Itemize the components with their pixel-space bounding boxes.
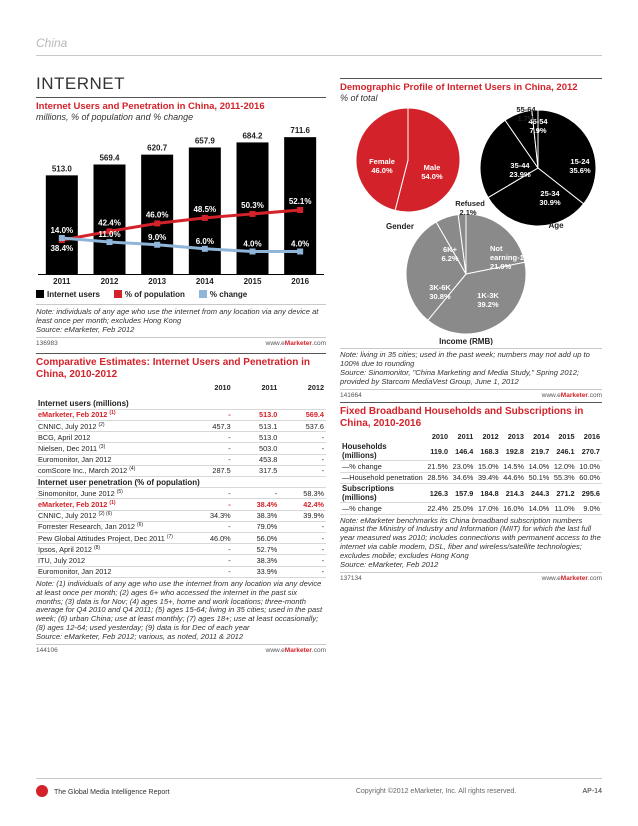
demographic-pies xyxy=(340,100,602,345)
pie-label: 45-54 xyxy=(528,117,548,126)
legend-change: % change xyxy=(199,290,247,299)
pop-label: 38.4% xyxy=(50,244,74,254)
cell: 14.0% xyxy=(526,503,551,514)
cell: 34.3% xyxy=(186,510,233,521)
row-label: —Household penetration xyxy=(342,473,423,483)
group-header-users: Internet users (millions) xyxy=(36,398,326,409)
cell: 15.0% xyxy=(475,461,500,472)
cell: 270.7 xyxy=(577,442,602,461)
cell: 214.3 xyxy=(501,484,526,503)
table-title: Comparative Estimates: Internet Users and Penetration in China, 2010-2012 xyxy=(36,357,310,380)
emarketer-logo-icon xyxy=(36,785,48,797)
table-row xyxy=(340,442,602,461)
demo-id-row xyxy=(340,392,602,399)
row-label: eMarketer, Feb 2012 $^{(1)}$ xyxy=(36,499,186,510)
pie-label: Refused xyxy=(455,199,485,208)
cell: 192.8 xyxy=(501,442,526,461)
cell: - xyxy=(279,566,326,577)
table-row xyxy=(36,443,326,454)
table-row xyxy=(36,421,326,432)
chart-id: 136983 xyxy=(36,339,58,347)
demo-note: Note: living in 35 cities; used in the past week; numbers may not add up to 100% due to rounding xyxy=(340,350,590,368)
cell: 12.0% xyxy=(551,461,576,472)
pie-label: 35.6% xyxy=(569,166,591,175)
table-row xyxy=(36,454,326,465)
cell: - xyxy=(279,532,326,543)
cell: 39.4% xyxy=(475,472,500,483)
pie-label: 23.9% xyxy=(509,170,531,179)
change-point xyxy=(154,242,160,248)
legend-swatch-change xyxy=(199,290,207,298)
broadband-table xyxy=(340,431,602,515)
row-label: Sinomonitor, June 2012 $^{(5)}$ xyxy=(36,488,186,499)
chart-title: Internet Users and Penetration in China, 2011-2016 xyxy=(36,101,265,112)
pie-label: 39.2% xyxy=(477,300,499,309)
cell: 79.0% xyxy=(233,521,280,532)
cell: 42.4% xyxy=(279,499,326,510)
col-header: 2011 xyxy=(261,383,278,393)
bar-value-label: 620.7 xyxy=(147,143,168,153)
divider xyxy=(36,353,326,354)
cell: 58.3% xyxy=(279,488,326,499)
cell: 126.3 xyxy=(425,484,450,503)
cell: 38.3% xyxy=(233,555,280,566)
legend-users: Internet users xyxy=(36,290,100,299)
broadband-note: Note: eMarketer benchmarks its China broadband subscription numbers against the Ministry of Industry and Information (MIIT) for which the last full year measured was 2010; includes connections with permanent access to the internet via cable modem, DSL, fiber and wireless/satellite technologies; excludes mobile; excludes Hong Kong xyxy=(340,515,601,561)
cell: 21.5% xyxy=(425,461,450,472)
cell: 23.0% xyxy=(450,461,475,472)
region-label: China xyxy=(36,36,68,50)
row-label: CNNIC, July 2012 $^{(2)}$ xyxy=(36,421,186,432)
cell: 56.0% xyxy=(233,532,280,543)
broadband-source: Source: eMarketer, Feb 2012 xyxy=(340,560,439,570)
cell: 9.0% xyxy=(577,503,602,514)
pie-label: 21.9% xyxy=(490,262,512,271)
demo-title: Demographic Profile of Internet Users in China, 2012 xyxy=(340,82,578,93)
legend-swatch-pop xyxy=(114,290,122,298)
pie-label: 3K-6K xyxy=(429,283,451,292)
change-point xyxy=(250,249,256,255)
x-tick-label: 2015 xyxy=(243,277,262,284)
cell: 295.6 xyxy=(577,484,602,503)
divider xyxy=(340,78,602,79)
cell: 157.9 xyxy=(450,484,475,503)
demo-notes xyxy=(340,348,602,399)
cell: 14.5% xyxy=(501,461,526,472)
chart1-source: Source: eMarketer, Feb 2012 xyxy=(36,324,135,334)
site-link[interactable]: www.eMarketer.com xyxy=(541,575,602,582)
row-label: BCG, April 2012 xyxy=(36,432,186,443)
footer-copyright: Copyright ©2012 eMarketer, Inc. All rights reserved. xyxy=(355,787,517,795)
table-row xyxy=(36,555,326,566)
row-label: Households (millions) xyxy=(340,442,425,461)
divider xyxy=(340,389,602,390)
pie-label: 55-64 xyxy=(516,105,536,114)
cell: 219.7 xyxy=(526,442,551,461)
col-header: 2015 xyxy=(558,432,575,442)
chart1-id-row xyxy=(36,340,326,347)
chart-subtitle: millions, % of population and % change xyxy=(36,112,194,122)
pop-label: 42.4% xyxy=(98,218,121,228)
change-point xyxy=(202,246,208,252)
cell: 33.9% xyxy=(233,566,280,577)
table-row xyxy=(36,432,326,443)
col-header: 2012 xyxy=(307,383,324,393)
pie-title: Income (RMB) xyxy=(439,337,493,345)
pie-label: 2.1% xyxy=(459,208,477,217)
cell: 17.0% xyxy=(475,503,500,514)
change-point xyxy=(59,235,65,241)
pie-label: 15-24 xyxy=(570,157,590,166)
row-label: —% change xyxy=(340,503,425,514)
bar xyxy=(46,175,78,274)
cell: 11.0% xyxy=(551,503,576,514)
table-row xyxy=(36,566,326,577)
row-label: ITU, July 2012 xyxy=(36,555,186,566)
pop-point xyxy=(202,215,208,221)
row-label: Euromonitor, Jan 2012 xyxy=(36,566,186,577)
cell: 146.4 xyxy=(450,442,475,461)
table-row xyxy=(36,544,326,555)
pie-label: 6.2% xyxy=(441,254,459,263)
cell: - xyxy=(186,544,233,555)
change-label: 11.0% xyxy=(98,230,121,240)
cell: - xyxy=(186,566,233,577)
pop-label: 48.5% xyxy=(193,204,217,214)
pop-label: 52.1% xyxy=(288,196,312,206)
cell: 46.0% xyxy=(186,532,233,543)
divider xyxy=(340,402,602,403)
cell: 25.0% xyxy=(450,503,475,514)
x-tick-label: 2013 xyxy=(148,277,167,284)
site-link[interactable]: www.eMarketer.com xyxy=(541,391,602,399)
pie-label: Not xyxy=(490,244,503,253)
table-note: Note: (1) individuals of any age who use the internet from any location via any device at least once per month; (2) ages 6+ who accessed the internet in the past six months; (3) data is for Nov; (4) ages 15+, home and work locations; three-month average for Q4 2010 and Q4 2011; (5) ages 15-64; living in 35 cities; used in the past week; (6) urban China; use at least monthly; (7) ages 18+; use at least occasionally; (8) ages 12-64; used yesterday; (9) data is for Dec of each year xyxy=(36,578,323,633)
change-point xyxy=(297,249,303,255)
cell: - xyxy=(279,555,326,566)
legend-swatch-users xyxy=(36,290,44,298)
col-header: 2014 xyxy=(533,432,550,442)
cell: 55.3% xyxy=(551,472,576,483)
cell: 513.1 xyxy=(233,421,280,432)
cell: - xyxy=(279,454,326,465)
divider xyxy=(36,304,326,305)
change-point xyxy=(107,239,113,245)
cell: 38.4% xyxy=(233,499,280,510)
footer-report: The Global Media Intelligence Report xyxy=(36,785,170,797)
change-label: 9.0% xyxy=(148,232,167,242)
cell: 457.3 xyxy=(186,421,233,432)
cell: - xyxy=(186,555,233,566)
cell: - xyxy=(279,443,326,454)
pop-point xyxy=(297,207,303,213)
table-row xyxy=(36,521,326,532)
pie-label: 6K+ xyxy=(443,245,457,254)
group-header-penetration: Internet user penetration (% of population) xyxy=(36,477,326,488)
row-label: Ipsos, April 2012 $^{(8)}$ xyxy=(36,544,186,555)
pie-title: Gender xyxy=(385,222,415,231)
cell: 22.4% xyxy=(425,503,450,514)
pie-label: Female xyxy=(369,157,395,166)
pop-point xyxy=(154,220,160,226)
table-header-row xyxy=(36,382,326,393)
cell: - xyxy=(186,488,233,499)
comparative-estimates-block xyxy=(36,353,326,654)
demo-source: Source: Sinomonitor, "China Marketing and Media Study," Spring 2012; provided by Starcom MediaVest Group, June 1, 2012 xyxy=(340,367,580,386)
row-label: Nielsen, Dec 2011 $^{(3)}$ xyxy=(36,443,186,454)
pie-label: 35-44 xyxy=(510,161,530,170)
cell: - xyxy=(186,443,233,454)
x-tick-label: 2016 xyxy=(291,277,310,284)
cell: 50.1% xyxy=(526,472,551,483)
internet-users-bar-chart xyxy=(36,124,326,284)
cell: 28.5% xyxy=(425,472,450,483)
broadband-title: Fixed Broadband Households and Subscriptions in China, 2010-2016 xyxy=(340,406,584,429)
broadband-id-row xyxy=(340,575,602,582)
bar-value-label: 711.6 xyxy=(290,126,310,136)
chart-id: 137134 xyxy=(340,575,362,582)
col-header: 2016 xyxy=(583,432,600,442)
row-label: Euromonitor, Jan 2012 xyxy=(36,454,186,465)
table-row xyxy=(36,499,326,510)
divider xyxy=(340,572,602,573)
cell: 52.7% xyxy=(233,544,280,555)
cell: 287.5 xyxy=(186,465,233,476)
x-tick-label: 2014 xyxy=(195,277,214,284)
table-row xyxy=(36,465,326,476)
chart-id: 141664 xyxy=(340,391,362,399)
row-label: Forrester Research, Jan 2012 $^{(6)}$ xyxy=(36,521,186,532)
table-row xyxy=(36,488,326,499)
col-header: 2010 xyxy=(431,432,449,442)
divider xyxy=(36,337,326,338)
change-label: 6.0% xyxy=(195,236,214,246)
pie-label: 46.0% xyxy=(371,166,393,175)
row-label: Pew Global Attitudes Project, Dec 2011 $^{(7)}$ xyxy=(36,532,186,543)
cell: 119.0 xyxy=(425,442,450,461)
x-tick-label: 2012 xyxy=(100,277,119,284)
cell: 271.2 xyxy=(551,484,576,503)
pie-label: 25-34 xyxy=(540,189,560,198)
cell: 10.0% xyxy=(577,461,602,472)
internet-users-chart-block xyxy=(36,97,326,122)
pie-label: 7.9% xyxy=(529,126,547,135)
cell: 503.0 xyxy=(233,443,280,454)
cell: 569.4 xyxy=(279,409,326,420)
cell: 38.3% xyxy=(233,510,280,521)
row-label: CNNIC, July 2012 $^{(2) (6)}$ xyxy=(36,510,186,521)
row-label: comScore Inc., March 2012 $^{(4)}$ xyxy=(36,465,186,476)
broadband-block xyxy=(340,402,602,582)
cell: - xyxy=(186,409,233,420)
chart-legend xyxy=(36,290,247,299)
cell: 317.5 xyxy=(233,465,280,476)
comp-id-row xyxy=(36,647,326,654)
header-rule xyxy=(36,55,602,56)
divider xyxy=(36,778,602,779)
col-header: 2012 xyxy=(482,432,499,442)
comparative-table xyxy=(36,382,326,578)
change-label: 4.0% xyxy=(243,239,262,249)
cell: 34.6% xyxy=(450,472,475,483)
pie-label: earning-1K xyxy=(490,253,530,262)
row-label: Subscriptions (millions) xyxy=(340,484,425,503)
cell: 60.0% xyxy=(577,472,602,483)
chart1-notes xyxy=(36,304,326,347)
cell: 513.0 xyxy=(233,409,280,420)
section-title: INTERNET xyxy=(36,74,125,93)
table-row xyxy=(340,472,602,483)
col-header: 2011 xyxy=(457,432,474,442)
table-row xyxy=(340,484,602,503)
legend-pop: % of population xyxy=(114,290,185,299)
cell: - xyxy=(279,521,326,532)
broadband-header-row xyxy=(340,431,602,442)
pop-label: 46.0% xyxy=(145,210,169,220)
chart-id: 144106 xyxy=(36,647,58,655)
pop-label: 50.3% xyxy=(241,200,264,210)
row-label: eMarketer, Feb 2012 $^{(1)}$ xyxy=(36,409,186,420)
change-label: 14.0% xyxy=(50,226,74,235)
cell: - xyxy=(233,488,280,499)
divider xyxy=(36,97,326,98)
x-axis xyxy=(38,274,324,275)
cell: - xyxy=(186,454,233,465)
cell: - xyxy=(279,544,326,555)
cell: 14.0% xyxy=(526,461,551,472)
bar-value-label: 657.9 xyxy=(194,136,215,146)
cell: - xyxy=(279,465,326,476)
cell: 453.8 xyxy=(233,454,280,465)
row-label: —% change xyxy=(340,461,425,472)
cell: - xyxy=(186,521,233,532)
pie-label: 54.0% xyxy=(421,172,443,181)
change-label: 4.0% xyxy=(291,239,310,249)
table-row xyxy=(340,461,602,472)
bar-value-label: 513.0 xyxy=(51,164,72,174)
bar-value-label: 684.2 xyxy=(242,131,263,141)
cell: 513.0 xyxy=(233,432,280,443)
pie-label: 1.7% xyxy=(517,114,535,123)
table-row xyxy=(36,409,326,420)
pie-label: Male xyxy=(423,163,441,172)
page-footer xyxy=(36,778,602,797)
x-tick-label: 2011 xyxy=(53,277,71,284)
table-row xyxy=(36,510,326,521)
table-row xyxy=(36,532,326,543)
divider xyxy=(36,644,326,645)
bar-value-label: 569.4 xyxy=(99,153,120,163)
site-link[interactable]: www.eMarketer.com xyxy=(265,339,326,347)
chart1-note: Note: individuals of any age who use the internet from any location via any device at least once per month; excludes Hong Kong xyxy=(36,307,319,325)
pie-label: 1K-3K xyxy=(477,291,499,300)
cell: 16.0% xyxy=(501,503,526,514)
cell: 39.9% xyxy=(279,510,326,521)
cell: 537.6 xyxy=(279,421,326,432)
col-header: 2013 xyxy=(507,432,524,442)
demo-subtitle: % of total xyxy=(340,93,378,103)
pop-point xyxy=(250,211,256,217)
table-source: Source: eMarketer, Feb 2012; various, as noted, 2011 & 2012 xyxy=(36,632,244,642)
pie-title: Age xyxy=(548,221,564,230)
cell: 44.6% xyxy=(501,472,526,483)
col-header: 2010 xyxy=(214,383,231,393)
pie-label: 30.8% xyxy=(429,292,451,301)
cell: 244.3 xyxy=(526,484,551,503)
site-link[interactable]: www.eMarketer.com xyxy=(265,647,326,655)
pie-label: 30.9% xyxy=(539,198,561,207)
cell: - xyxy=(186,499,233,510)
page-number: AP-14 xyxy=(582,787,602,795)
cell: 168.3 xyxy=(475,442,500,461)
divider xyxy=(340,348,602,349)
cell: - xyxy=(186,432,233,443)
table-row xyxy=(340,503,602,514)
cell: 184.8 xyxy=(475,484,500,503)
cell: 246.1 xyxy=(551,442,576,461)
cell: - xyxy=(279,432,326,443)
